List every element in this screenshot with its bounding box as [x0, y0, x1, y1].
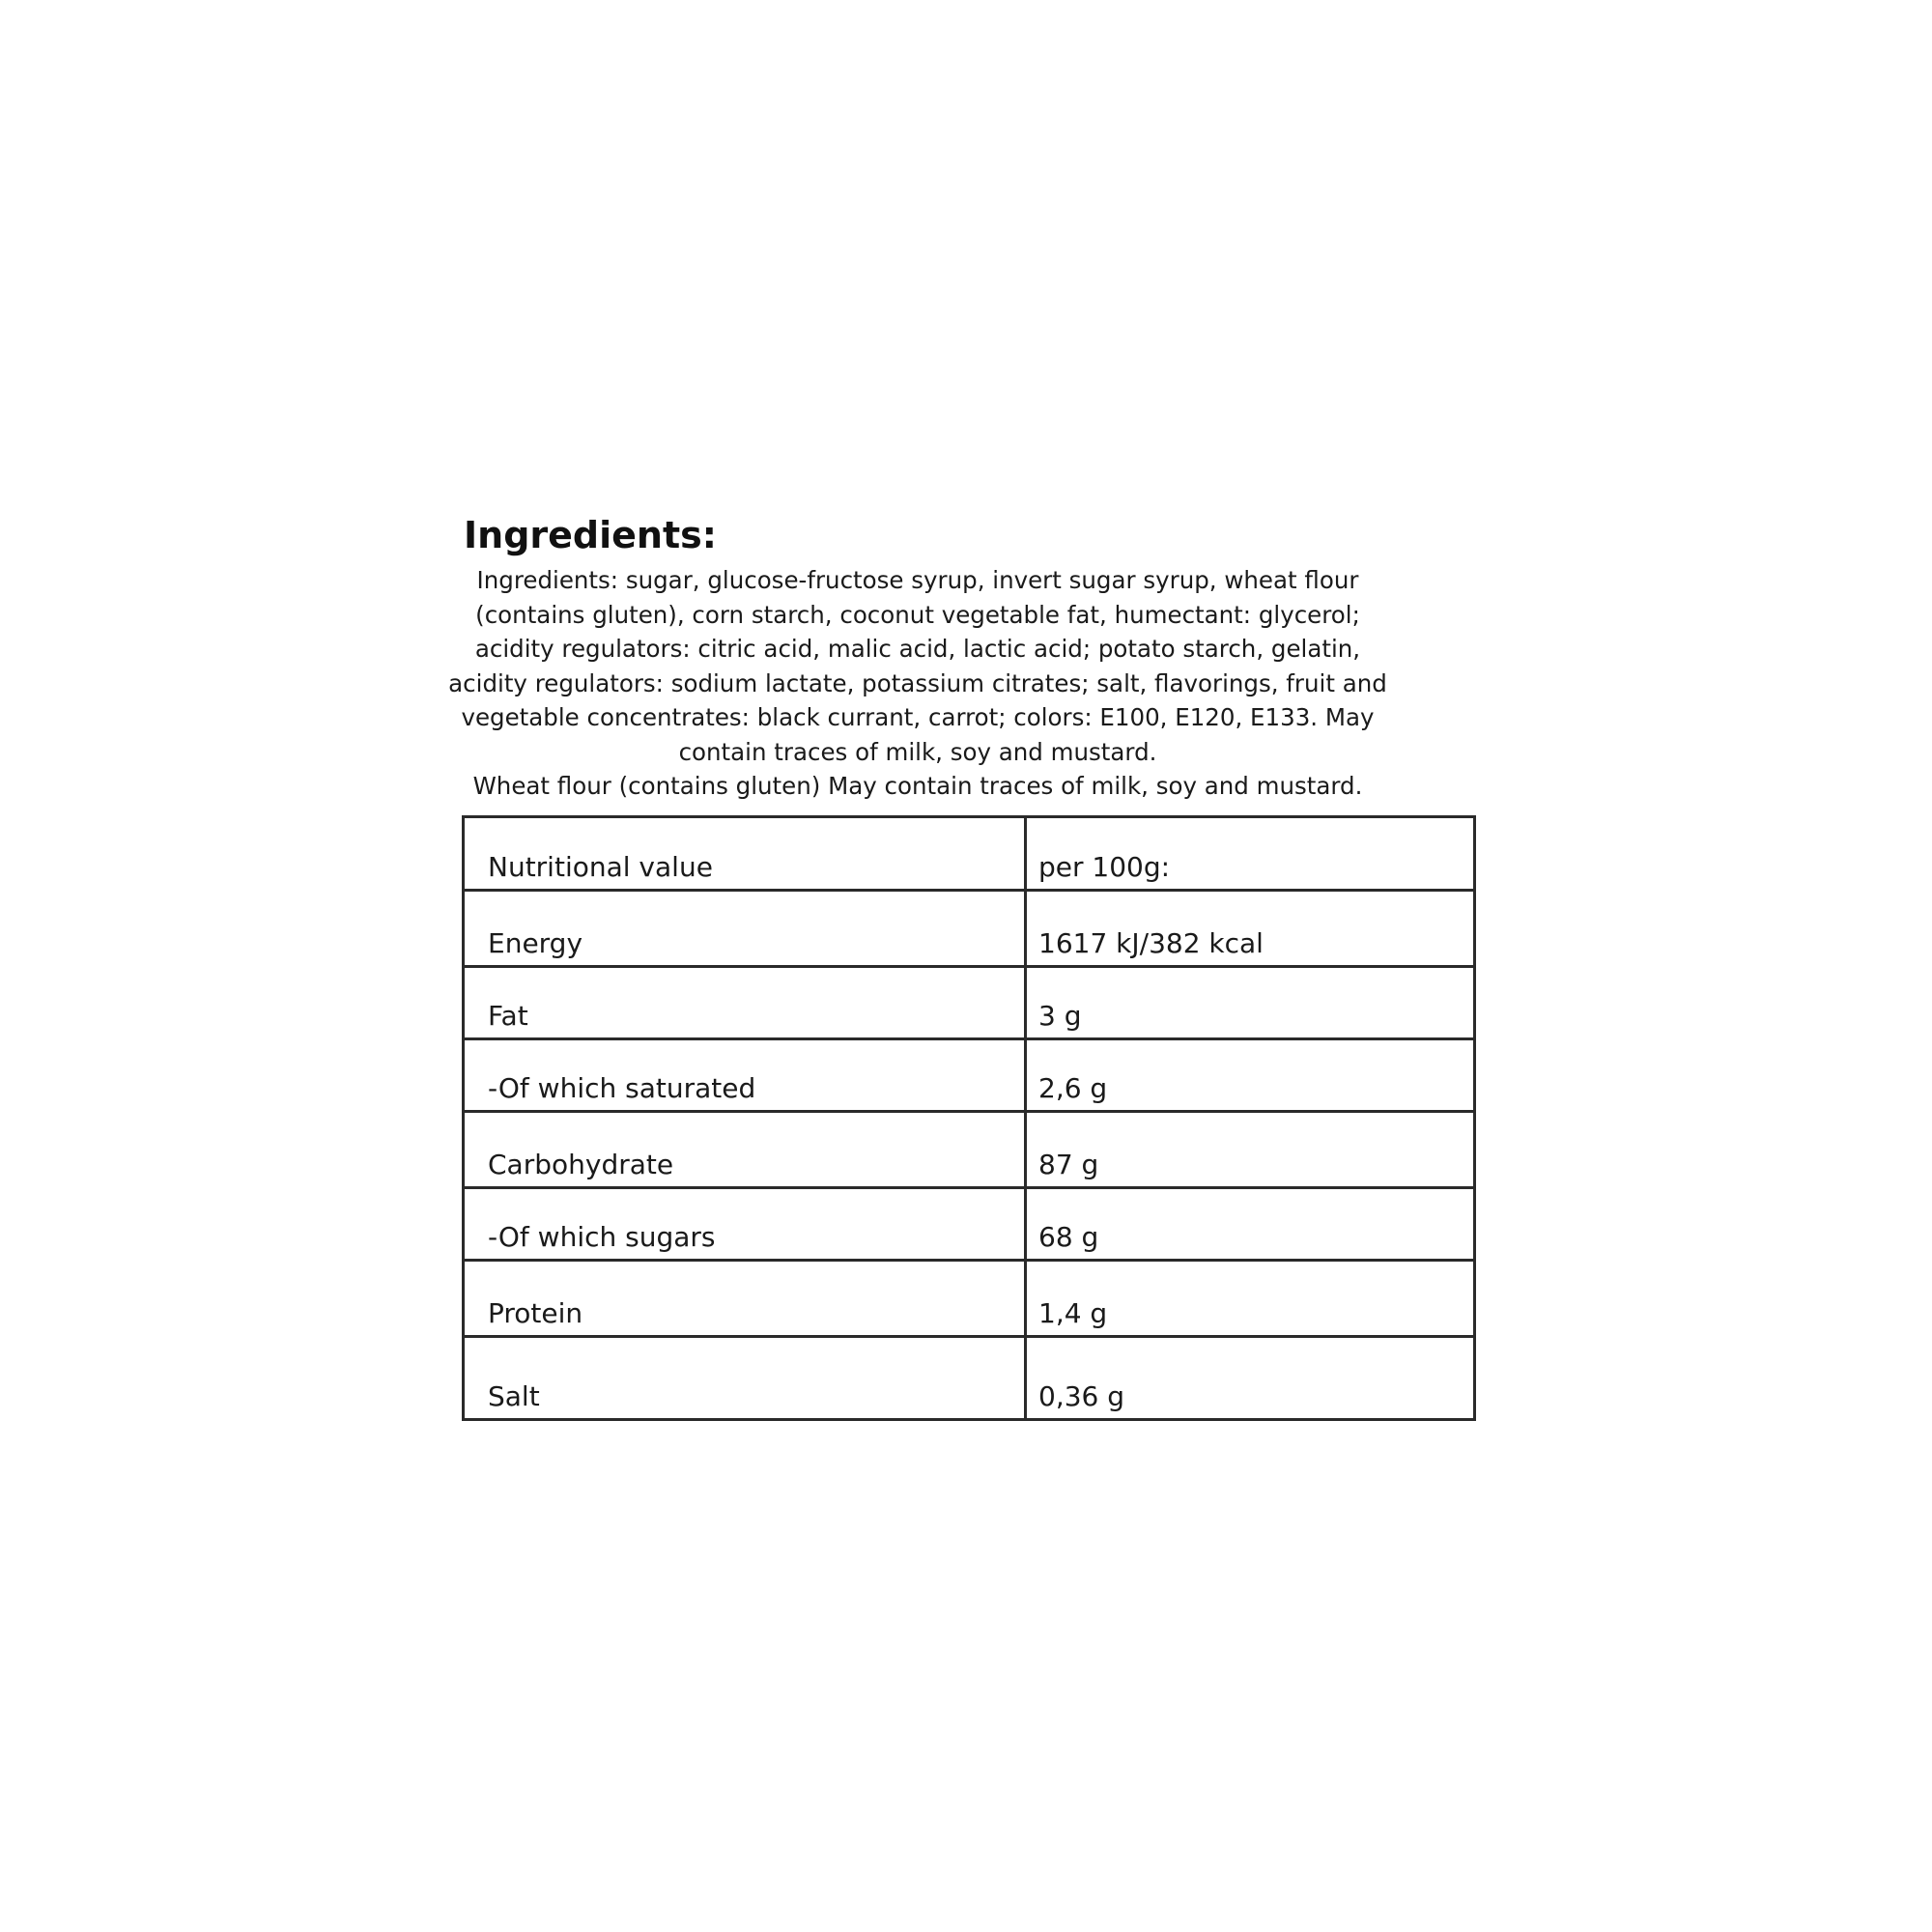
table-row: [464, 967, 1475, 1039]
nutrient-value-carbohydrate: 87 g: [1026, 1112, 1475, 1188]
nutrition-header-label: Nutritional value: [464, 817, 1026, 891]
table-row: [464, 1112, 1475, 1188]
nutrient-value-energy: 1617 kJ/382 kcal: [1026, 891, 1475, 967]
ingredients-text: Ingredients: sugar, glucose-fructose syrup, invert sugar syrup, wheat flour (contains gluten), corn starch, coconut vegetable fat, humectant: glycerol; acidity regulators: citric acid, malic acid, lactic acid; potato starch, gelatin, acidity regulators: sodium lactate, potassium citrates; salt, flavorings, fruit and vegetable concentrates: black currant, carrot; colors: E100, E120, E133. May contain traces of milk, soy and mustard.: [448, 566, 1387, 766]
table-row: [464, 1188, 1475, 1261]
nutrient-value-saturated: 2,6 g: [1026, 1039, 1475, 1112]
nutrient-label-energy: Energy: [464, 891, 1026, 967]
nutrient-value-salt: 0,36 g: [1026, 1337, 1475, 1420]
nutrition-header-value: per 100g:: [1026, 817, 1475, 891]
nutrient-label-fat: Fat: [464, 967, 1026, 1039]
table-row: [464, 1261, 1475, 1337]
table-row: [464, 1039, 1475, 1112]
nutrient-value-protein: 1,4 g: [1026, 1261, 1475, 1337]
nutrition-table: [462, 815, 1476, 1421]
ingredients-heading: Ingredients:: [464, 514, 717, 556]
nutrient-label-saturated: -Of which saturated: [464, 1039, 1026, 1112]
table-row: [464, 891, 1475, 967]
nutrient-value-sugars: 68 g: [1026, 1188, 1475, 1261]
ingredients-block: [444, 563, 1391, 804]
nutrient-label-carbohydrate: Carbohydrate: [464, 1112, 1026, 1188]
nutrient-label-salt: Salt: [464, 1337, 1026, 1420]
table-header-row: [464, 817, 1475, 891]
allergen-note: Wheat flour (contains gluten) May contain traces of milk, soy and mustard.: [472, 772, 1363, 800]
nutrient-label-protein: Protein: [464, 1261, 1026, 1337]
nutrient-value-fat: 3 g: [1026, 967, 1475, 1039]
table-row: [464, 1337, 1475, 1420]
nutrient-label-sugars: -Of which sugars: [464, 1188, 1026, 1261]
